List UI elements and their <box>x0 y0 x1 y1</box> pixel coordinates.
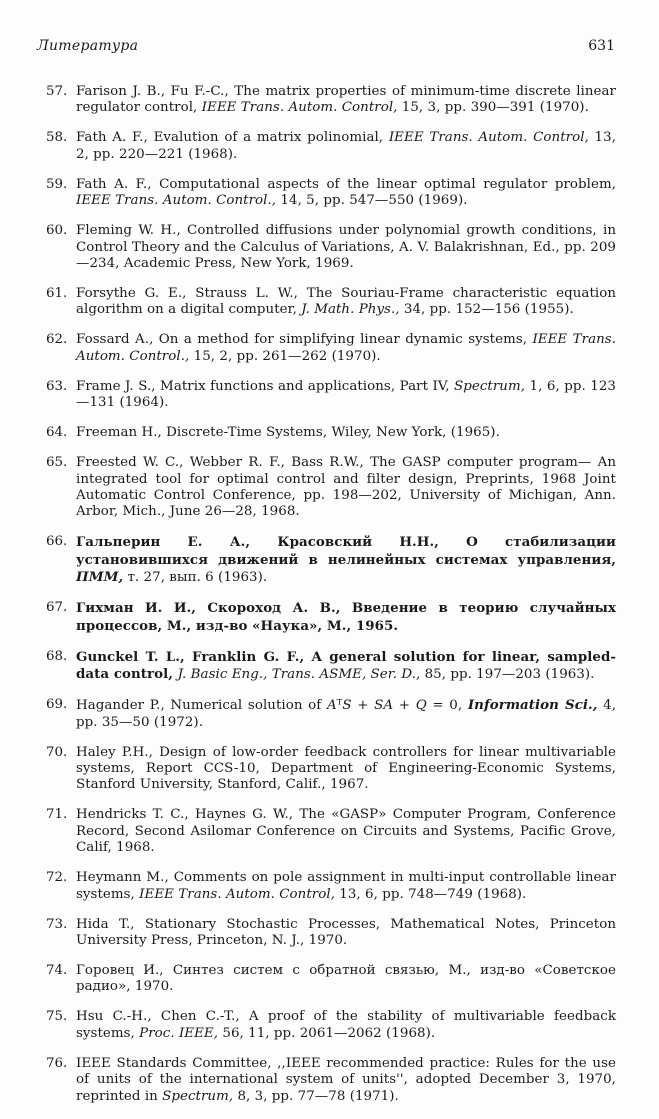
reference-segment: Heymann M., Comments on pole assignment in multi-input controllable linear systems, <box>76 870 616 902</box>
reference-segment: 15, 2, pp. 261—262 (1970). <box>189 348 381 364</box>
reference-segment: Frame J. S., Matrix functions and applications, Part IV, <box>76 378 455 394</box>
reference-list <box>46 84 616 1119</box>
reference-number: 65. <box>46 455 68 471</box>
reference-item <box>46 534 616 586</box>
reference-segment: 56, 11, pp. 2061—2062 (1968). <box>218 1025 436 1041</box>
reference-item <box>46 697 616 731</box>
reference-emphasis: Гихман И. И., Скороход А. В., Введение в теорию случайных процессов, М., изд-во «Наука», М., 1965. <box>76 600 616 634</box>
reference-number: 58. <box>46 130 68 146</box>
reference-item <box>46 130 616 163</box>
reference-text <box>76 455 616 521</box>
reference-emphasis: Гальперин Е. А., Красовский Н.Н., О стабилизации установившихся движений в нелинейных системах управления, <box>76 534 616 568</box>
reference-item <box>46 807 616 856</box>
reference-emphasis: Spectrum, <box>454 378 526 394</box>
reference-number: 59. <box>46 176 68 192</box>
reference-item <box>46 223 616 272</box>
reference-segment: Freeman H., Discrete-Time Systems, Wiley, New York, (1965). <box>76 425 500 441</box>
reference-text <box>76 917 616 950</box>
reference-item <box>46 917 616 950</box>
reference-item <box>46 649 616 684</box>
reference-emphasis: Q <box>415 698 427 714</box>
reference-text <box>76 870 616 903</box>
reference-segment: Hendricks T. C., Haynes G. W., The «GASP» Computer Program, Conference Record, Second Asilomar Conference on Circuits and Systems, Pacific Grove, Calif, 1968. <box>76 807 616 856</box>
reference-number: 74. <box>46 962 68 978</box>
reference-text <box>76 649 616 684</box>
reference-segment: 1, 6, pp. 123—131 (1964). <box>76 378 616 411</box>
reference-segment: Freested W. C., Webber R. F., Bass R.W., The GASP computer program— An integrated tool for optimal control and filter design, Preprints, 1968 Joint Automatic Control Conference, pp. 198—202, University of Michigan, Ann. Arbor, Mich., June 26—28, 1968. <box>76 455 616 520</box>
reference-text <box>76 286 616 319</box>
reference-text <box>76 1056 616 1105</box>
reference-emphasis: IEEE Trans. Autom. Control, <box>201 100 398 116</box>
reference-item <box>46 332 616 365</box>
reference-segment: Fath A. F., Evalution of a matrix polinomial, <box>76 130 389 146</box>
reference-emphasis: J. Basic Eng., Trans. ASME, Ser. D., <box>177 667 421 683</box>
reference-text <box>76 963 616 996</box>
reference-segment: Haley P.H., Design of low-order feedback controllers for linear multivariable systems, Report CCS-10, Department of Engineering-Economic Systems, Stanford University, Stanford, Calif., 1967. <box>76 744 616 793</box>
reference-segment: IEEE Standards Committee, ,,IEEE recommended practice: Rules for the use of units of the international system of units'', adopted December 3, 1970, reprinted in <box>76 1055 616 1104</box>
reference-number: 68. <box>46 648 68 664</box>
reference-emphasis: ПММ, <box>76 569 124 586</box>
reference-segment: 34, pp. 152—156 (1955). <box>399 302 574 318</box>
reference-segment: 14, 5, pp. 547—550 (1969). <box>276 193 468 209</box>
reference-segment: Forsythe G. E., Strauss L. W., The Souriau-Frame characteristic equation algorithm on a digital computer, <box>76 286 616 318</box>
reference-number: 64. <box>46 425 68 441</box>
reference-emphasis: S <box>342 698 352 714</box>
reference-emphasis: IEEE Trans. Autom. Control., <box>76 332 617 364</box>
reference-segment: Farison J. B., Fu F.-C., The matrix properties of minimum-time discrete linear regulator control, <box>76 84 616 116</box>
reference-segment: + <box>351 698 375 714</box>
reference-number: 69. <box>46 697 68 713</box>
reference-item <box>46 870 616 903</box>
reference-number: 66. <box>46 534 68 550</box>
reference-segment: 15, 3, pp. 390—391 (1970). <box>397 100 589 116</box>
reference-item <box>46 1009 616 1042</box>
reference-segment: Hida T., Stationary Stochastic Processes, Mathematical Notes, Princeton University Press, Princeton, N. J., 1970. <box>76 916 616 948</box>
reference-segment: Hsu C.-H., Chen C.-T., A proof of the stability of multivariable feedback systems, <box>76 1009 616 1041</box>
reference-text <box>76 745 616 794</box>
reference-item <box>46 963 616 996</box>
reference-segment: 85, pp. 197—203 (1963). <box>420 667 595 683</box>
reference-number: 73. <box>46 916 68 932</box>
reference-text <box>76 379 616 412</box>
reference-segment: т. 27, вып. 6 (1963). <box>123 570 268 586</box>
running-title: Литература <box>37 38 139 54</box>
reference-text <box>76 332 616 365</box>
reference-number: 62. <box>46 332 68 348</box>
page-number: 631 <box>588 38 615 54</box>
page-header <box>37 38 615 58</box>
reference-segment: Hagander P., Numerical solution of <box>76 698 327 714</box>
reference-text <box>76 130 616 163</box>
reference-segment: Fleming W. H., Controlled diffusions under polynomial growth conditions, in Control Theory and the Calculus of Variations, A. V. Balakrishnan, Ed., pp. 209—234, Academic Press, New York, 1969. <box>76 223 616 272</box>
reference-number: 70. <box>46 744 68 760</box>
reference-emphasis: IEEE Trans. Autom. Control, <box>139 886 335 902</box>
reference-item <box>46 1056 616 1105</box>
reference-text <box>76 807 616 856</box>
reference-item <box>46 379 616 412</box>
reference-emphasis: SA <box>374 698 394 714</box>
reference-text <box>76 84 616 117</box>
reference-number: 67. <box>46 600 68 616</box>
reference-item <box>46 84 616 117</box>
reference-text <box>76 425 616 441</box>
reference-segment: 8, 3, pp. 77—78 (1971). <box>233 1088 399 1104</box>
reference-emphasis: Information Sci., <box>467 697 598 714</box>
reference-emphasis: IEEE Trans. Autom. Control, <box>388 130 589 146</box>
reference-segment: ᵀ <box>336 698 343 714</box>
reference-text <box>76 223 616 272</box>
reference-number: 76. <box>46 1055 68 1071</box>
reference-emphasis: Spectrum, <box>162 1088 234 1104</box>
reference-text <box>76 1009 616 1042</box>
reference-segment: + <box>393 698 416 714</box>
reference-number: 72. <box>46 870 68 886</box>
reference-item <box>46 177 616 210</box>
reference-emphasis: IEEE Trans. Autom. Control., <box>76 193 277 209</box>
reference-text <box>76 697 616 731</box>
reference-segment: 13, 2, pp. 220—221 (1968). <box>76 130 616 162</box>
reference-item <box>46 455 616 521</box>
reference-item <box>46 286 616 319</box>
reference-number: 75. <box>46 1009 68 1025</box>
reference-text <box>76 534 616 586</box>
reference-emphasis: Gunckel T. L., Franklin G. F., A general solution for linear, sampled-data control, <box>76 648 616 683</box>
reference-segment: 4, pp. 35—50 (1972). <box>76 698 616 730</box>
reference-number: 57. <box>46 84 68 99</box>
reference-item <box>46 600 616 635</box>
reference-item <box>46 745 616 794</box>
reference-segment: Fossard A., On a method for simplifying linear dynamic systems, <box>76 332 533 348</box>
reference-number: 71. <box>46 807 68 823</box>
reference-segment: Fath A. F., Computational aspects of the linear optimal regulator problem, <box>76 176 616 192</box>
reference-number: 60. <box>46 223 68 239</box>
reference-emphasis: Proc. IEEE, <box>139 1025 219 1041</box>
reference-emphasis: J. Math. Phys., <box>301 302 400 318</box>
reference-emphasis: A <box>326 698 337 714</box>
reference-text <box>76 177 616 210</box>
reference-number: 63. <box>46 378 68 394</box>
reference-number: 61. <box>46 286 68 302</box>
reference-item <box>46 425 616 441</box>
reference-text <box>76 600 616 635</box>
reference-segment: Горовец И., Синтез систем с обратной связью, М., изд-во «Советское радио», 1970. <box>76 962 616 995</box>
reference-segment: = 0, <box>426 698 468 714</box>
reference-segment: 13, 6, pp. 748—749 (1968). <box>334 886 527 902</box>
